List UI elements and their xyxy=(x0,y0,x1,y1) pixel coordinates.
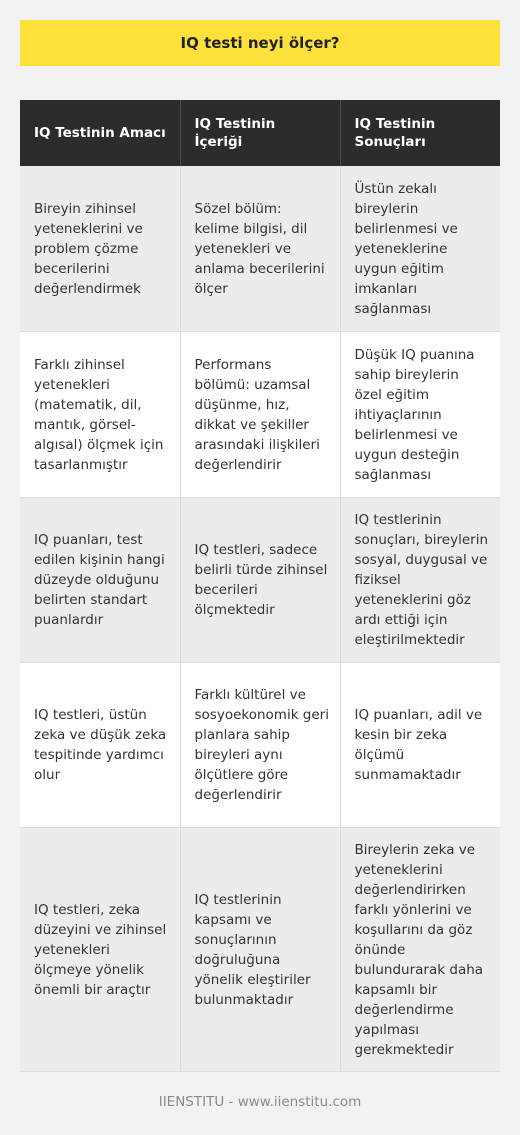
table-cell: IQ testleri, zeka düzeyini ve zihinsel yetenekleri ölçmeye yönelik önemli bir araçtır xyxy=(20,828,180,1072)
table-cell: IQ testlerinin sonuçları, bireylerin sosyal, duygusal ve fiziksel yeteneklerini göz ardı ettiği için eleştirilmektedir xyxy=(340,498,500,663)
table-row xyxy=(20,332,500,498)
table-cell: IQ testleri, üstün zeka ve düşük zeka tespitinde yardımcı olur xyxy=(20,663,180,828)
table-row xyxy=(20,498,500,663)
table-cell: Performans bölümü: uzamsal düşünme, hız, dikkat ve şekiller arasındaki ilişkileri değerlendirir xyxy=(180,332,340,498)
table-cell: Düşük IQ puanına sahip bireylerin özel eğitim ihtiyaçlarının belirlenmesi ve uygun desteğin sağlanması xyxy=(340,332,500,498)
table-header-row xyxy=(20,100,500,166)
table-cell: Farklı zihinsel yetenekleri (matematik, dil, mantık, görsel-algısal) ölçmek için tasarlanmıştır xyxy=(20,332,180,498)
table-cell: IQ testlerinin kapsamı ve sonuçlarının doğruluğuna yönelik eleştiriler bulunmaktadır xyxy=(180,828,340,1072)
table-cell: Bireylerin zeka ve yeteneklerini değerlendirirken farklı yönlerini ve koşullarını da göz önünde bulundurarak daha kapsamlı bir değerlendirme yapılması gerekmektedir xyxy=(340,828,500,1072)
table-cell: Farklı kültürel ve sosyoekonomik geri planlara sahip bireyleri aynı ölçütlere göre değerlendirir xyxy=(180,663,340,828)
table-cell: Üstün zekalı bireylerin belirlenmesi ve yeteneklerine uygun eğitim imkanları sağlanması xyxy=(340,166,500,332)
table-cell: IQ puanları, test edilen kişinin hangi düzeyde olduğunu belirten standart puanlardır xyxy=(20,498,180,663)
table-cell: Sözel bölüm: kelime bilgisi, dil yetenekleri ve anlama becerilerini ölçer xyxy=(180,166,340,332)
header-content: IQ Testinin İçeriği xyxy=(180,100,340,166)
header-purpose: IQ Testinin Amacı xyxy=(20,100,180,166)
table-row xyxy=(20,166,500,332)
table-cell: Bireyin zihinsel yeteneklerini ve problem çözme becerilerini değerlendirmek xyxy=(20,166,180,332)
footer-credit: IIENSTITU - www.iienstitu.com xyxy=(158,1094,362,1110)
table-cell: IQ puanları, adil ve kesin bir zeka ölçümü sunmamaktadır xyxy=(340,663,500,828)
table-row xyxy=(20,828,500,1072)
header-results: IQ Testinin Sonuçları xyxy=(340,100,500,166)
table-cell: IQ testleri, sadece belirli türde zihinsel becerileri ölçmektedir xyxy=(180,498,340,663)
title-banner xyxy=(20,20,500,66)
iq-comparison-table xyxy=(20,100,500,1072)
page-title: IQ testi neyi ölçer? xyxy=(180,34,340,52)
table-row xyxy=(20,663,500,828)
